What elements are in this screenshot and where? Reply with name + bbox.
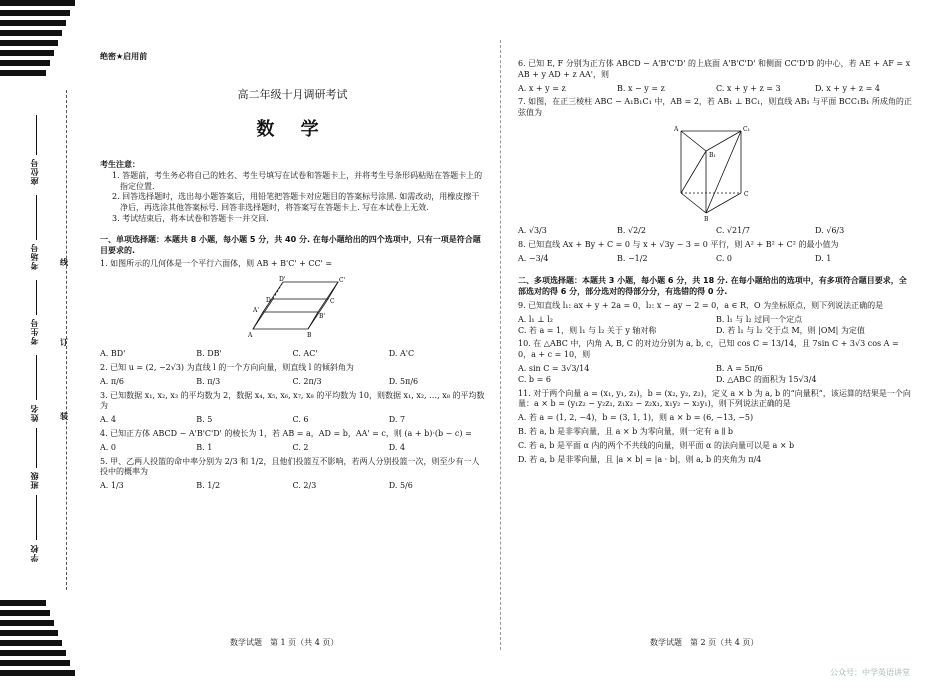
fill-line [36,355,37,400]
fig-label: C [744,190,749,198]
fig-label: B₁ [709,151,716,159]
class-label: 班级 [30,471,39,489]
option: A. x + y = z [518,83,566,93]
option: D. 4 [388,442,406,452]
prism-figure [671,123,761,223]
question-stem: 7. 如图，在正三棱柱 ABC − A₁B₁C₁ 中，AB = 2，若 AB₁ ⊥ BC₁，则直线 AB₁ 与平面 BCC₁B₁ 所成角的正弦值为 [518,97,912,118]
options-grid [518,315,914,337]
binding-stripe [0,60,50,66]
question-stem: 3. 已知数据 x₁, x₂, x₃ 的平均数为 2，数据 x₄, x₅, x₆, x₇, x₈ 的平均数为 10，则数据 x₁, x₂, …, x₈ 的平均数为 [100,390,485,411]
option: B. A = 5π/6 [716,363,763,373]
notice-title: 考生注意： [100,160,140,169]
option: A. 0 [100,442,116,452]
options-column [518,413,914,465]
fig-label: A [674,125,679,133]
question-4 [100,429,485,454]
option: C. 若 a = 1，则 l₁ 与 l₂ 关于 y 轴对称 [518,325,657,335]
option: D. 7 [388,415,406,425]
binding-stripe [0,600,46,606]
footer-page-1: 数学试题 第 1 页（共 4 页） [230,638,339,647]
option: C. x + y + z = 3 [716,83,781,93]
option: A. BD' [100,349,126,359]
option: B. −1/2 [617,253,648,263]
fig-label: B [306,332,311,340]
fig-label: D [265,297,271,305]
fig-label: A [247,332,252,340]
candidate-number-label: 考生号 [30,318,39,345]
question-8 [518,240,914,265]
options-row [518,84,914,95]
parallelepiped-figure [233,274,353,346]
option: D. 若 a, b 是非零向量，且 |a × b| = |a · b|，则 a, b 的夹角为 π/4 [518,454,762,464]
fill-line [36,495,37,540]
notice-item: 3. 考试结束后，将本试卷和答题卡一并交回. [112,213,269,223]
subject-title: 数 学 [256,119,329,140]
bind-mark-bind: 装 [60,412,68,421]
name-label: 姓名 [30,404,39,422]
binding-stripe [0,50,54,56]
fig-label: C' [338,277,345,285]
question-9 [518,301,914,336]
binding-stripe [0,610,50,616]
question-stem: 5. 甲、乙两人投篮的命中率分别为 2/3 和 1/2，且他们投篮互不影响，若两人分别投篮一次，则至少有一人投中的概率为 [100,456,480,477]
option: A. 若 a = (1, 2, −4)，b = (3, 1, 1)，则 a × b = (6, −13, −5) [518,413,754,423]
binding-stripe [0,20,66,26]
option: B. 5 [196,415,213,425]
option: A. sin C = 3√3/14 [518,363,590,373]
question-3 [100,391,485,426]
option: B. 1/2 [196,481,221,491]
question-6 [518,59,914,94]
options-row [518,226,914,237]
fig-label: C [329,298,335,306]
binding-stripe [0,640,62,646]
question-5 [100,457,485,492]
question-stem: 11. 对于两个向量 a = (x₁, y₁, z₁)，b = (x₂, y₂, z₂)，定义 a × b 为 a, b 的“向量积”，该运算的结果是一个向量：a × b = (y₁z₂ − y₂z₁, z₁x₂ − z₂x₁, x₁y₂ − x₂y₁)，则下列说法正确的是 [518,388,911,409]
option: B. 若 a, b 是非零向量，且 a × b 为零向量，则一定有 a ∥ b [518,426,734,436]
binding-stripe [0,30,62,36]
fill-line [36,428,37,468]
options-row [100,481,485,492]
notice-item: 2. 回答选择题时，选出每小题答案后，用铅笔把答题卡对应题目的答案标号涂黑. 如需改动，用橡皮擦干净后，再选涂其他答案标号. 回答非选择题时，将答案写在答题卡上. 写在本试卷上无效. [112,192,480,213]
question-stem: 4. 已知正方体 ABCD − A'B'C'D' 的棱长为 1，若 AB = a，AD = b，AA' = c，则 (a + b)·(b − c) = [100,428,472,438]
options-row [100,415,485,426]
exam-room-label: 考场号 [30,243,39,270]
option: C. b = 6 [518,374,551,384]
watermark: 公众号：中学英语讲堂 [830,668,910,677]
option: A. √3/3 [518,225,547,235]
option: B. x − y = z [617,83,665,93]
page-2-column [518,56,914,465]
page-1-column [100,160,485,492]
option: D. △ABC 的面积为 15√3/4 [716,374,817,384]
section-2-title: 二、多项选择题：本题共 3 小题，每小题 6 分，共 18 分. 在每小题给出的选项中，有多项符合题目要求，全部选对的得 6 分，部分选对的得部分分，有选错的得 0 分. [518,276,907,297]
option: D. x + y + z = 4 [815,83,880,93]
question-stem: 9. 已知直线 l₁: ax + y + 2a = 0，l₂: x − ay − 2 = 0，a ∈ R，O 为坐标原点，则下列说法正确的是 [518,300,884,310]
binding-stripe [0,40,58,46]
notice-item: 1. 答题前，考生务必将自己的姓名、考生号填写在试卷和答题卡上，并将考生号条形码粘贴在答题卡上的指定位置. [112,170,483,191]
section-1-title: 一、单项选择题：本题共 8 小题，每小题 5 分，共 40 分. 在每小题给出的四个选项中，只有一项是符合题目要求的. [100,234,481,255]
options-row [518,254,914,265]
option: B. π/3 [196,376,221,386]
option: C. 2π/3 [292,376,322,386]
binding-stripe [0,660,70,666]
fig-label: B' [318,313,325,321]
bind-mark-staple: 订 [60,338,68,347]
option: C. 若 a, b 是平面 α 内的两个不共线的向量，则平面 α 的法向量可以是 a × b [518,440,795,450]
bind-mark-line: 线 [60,258,68,267]
page-divider [500,40,501,650]
option: B. DB' [196,349,222,359]
option: B. 1 [196,442,213,452]
option: A. 4 [100,415,116,425]
exam-name: 高二年级十月调研考试 [237,88,348,101]
option: D. 1 [815,253,832,263]
binding-stripe [0,670,75,676]
option: A. l₁ ⊥ l₂ [518,314,554,324]
question-stem: 2. 已知 u = (2, −2√3) 为直线 l 的一个方向向量，则直线 l 的倾斜角为 [100,362,354,372]
fill-line [36,115,37,155]
option: D. 若 l₁ 与 l₂ 交于点 M，则 |OM| 为定值 [716,325,865,335]
option: A. π/6 [100,376,124,386]
fig-label: D' [278,276,285,284]
confidential-mark: 绝密★启用前 [100,52,148,61]
binding-stripe [0,620,54,626]
option: D. √6/3 [815,225,845,235]
fig-label: B [704,215,709,223]
options-row [100,349,485,360]
option: C. AC' [292,349,318,359]
question-stem: 1. 如图所示的几何体是一个平行六面体，则 AB + B'C' + CC' = [100,259,333,269]
binding-stripe [0,10,70,16]
question-stem: 10. 在 △ABC 中，内角 A, B, C 的对边分别为 a, b, c，已知 cos C = 13/14，且 7sin C + 3√3 cos A = 0，a + c = 10，则 [518,339,899,360]
option: C. 2/3 [292,481,317,491]
fill-line [36,280,37,315]
fig-label: C₁ [743,125,750,133]
binding-stripe [0,0,75,6]
option: B. l₁ 与 l₂ 过同一个定点 [716,314,803,324]
binding-stripe [0,70,46,76]
fig-label: A' [252,307,259,315]
binding-stripe [0,630,58,636]
footer-page-2: 数学试题 第 2 页（共 4 页） [650,638,759,647]
option: C. √21/7 [716,225,750,235]
option: C. 2 [292,442,309,452]
option: B. √2/2 [617,225,646,235]
seat-number-label: 座位号 [30,158,39,185]
notice-block [100,160,485,225]
fill-line [36,195,37,240]
school-label: 学校 [30,544,39,562]
options-row [100,443,485,454]
question-7 [518,97,914,236]
options-row [100,377,485,388]
question-11 [518,389,914,466]
option: A. −3/4 [518,253,549,263]
options-grid [518,364,914,386]
question-stem: 8. 已知直线 Ax + By + C = 0 与 x + √3y − 3 = 0 平行，则 A² + B² + C² 的最小值为 [518,239,839,249]
option: C. 0 [716,253,733,263]
question-stem: 6. 已知 E, F 分别为正方体 ABCD − A'B'C'D' 的上底面 A'B'C'D' 和侧面 CC'D'D 的中心，若 AE + AF = x AB + y AD + z AA'，则 [518,59,911,79]
question-2 [100,363,485,388]
option: D. 5/6 [388,481,413,491]
question-10 [518,339,914,385]
question-1 [100,259,485,360]
binding-stripe [0,650,66,656]
binding-strip [0,0,78,688]
option: D. A'C [388,349,415,359]
option: A. 1/3 [100,481,124,491]
option: D. 5π/6 [388,376,419,386]
option: C. 6 [292,415,309,425]
